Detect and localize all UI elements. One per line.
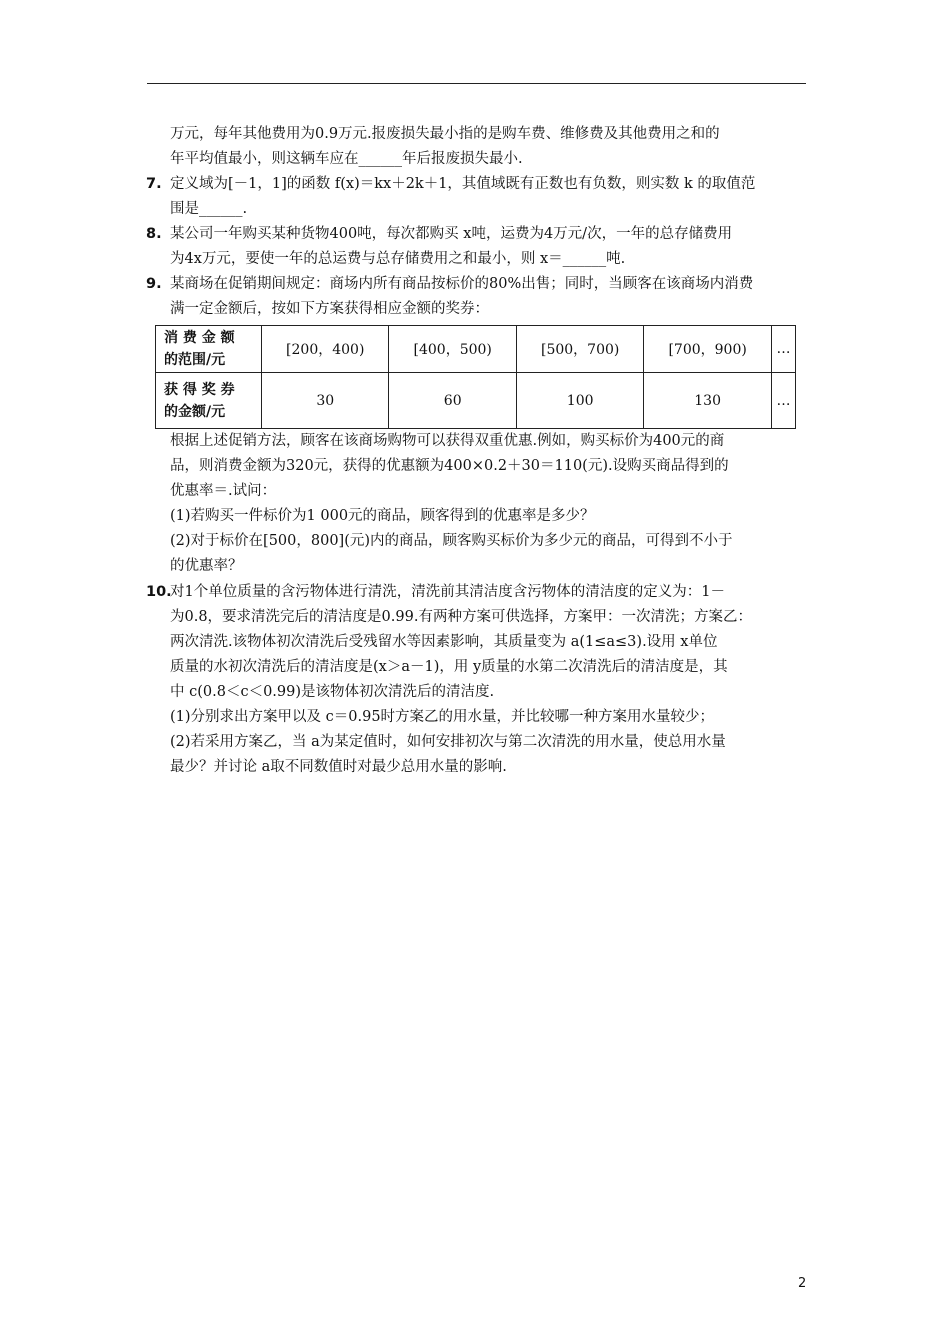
row-header-line: 的金额/元 — [164, 403, 226, 420]
table-cell: 60 — [389, 373, 516, 429]
header-rule — [147, 83, 806, 84]
text-line: 中 c(0.8＜c＜0.99)是该物体初次清洗后的清洁度. — [170, 684, 495, 700]
text-line: 年平均值最小，则这辆车应在______年后报废损失最小. — [170, 151, 523, 167]
text-line: (1)分别求出方案甲以及 c＝0.95时方案乙的用水量，并比较哪一种方案用水量较少； — [170, 709, 715, 725]
question-number-7: 7. — [146, 176, 162, 192]
text-line: 根据上述促销方法，顾客在该商场购物可以获得双重优惠.例如，购买标价为400元的商 — [170, 433, 725, 449]
text-line: 的优惠率？ — [170, 558, 243, 574]
table-cell: … — [771, 373, 795, 429]
question-number-10: 10. — [146, 584, 172, 600]
text-line: 质量的水初次清洗后的清洁度是(x＞a－1)，用 y质量的水第二次清洗后的清洁度是，其 — [170, 659, 728, 675]
text-line: 某商场在促销期间规定：商场内所有商品按标价的80%出售；同时，当顾客在该商场内消费 — [170, 276, 754, 292]
table-cell: 130 — [644, 373, 771, 429]
table-row — [156, 326, 796, 373]
text-line: (1)若购买一件标价为1 000元的商品，顾客得到的优惠率是多少？ — [170, 508, 595, 524]
page-number: 2 — [798, 1276, 807, 1291]
text-line: 为4x万元，要使一年的总运费与总存储费用之和最小，则 x＝______吨. — [170, 251, 626, 267]
text-line: (2)若采用方案乙，当 a为某定值时，如何安排初次与第二次清洗的用水量，使总用水量 — [170, 734, 726, 750]
text-line: 两次清洗.该物体初次清洗后受残留水等因素影响，其质量变为 a(1≤a≤3).设用 x单位 — [170, 634, 718, 650]
table-cell: [400，500) — [389, 326, 516, 373]
text-line: 优惠率＝.试问： — [170, 483, 277, 499]
row-header — [156, 373, 262, 429]
row-header-line: 的范围/元 — [164, 352, 226, 368]
table-cell: [700，900) — [644, 326, 771, 373]
text-line: 为0.8，要求清洗完后的清洁度是0.99.有两种方案可供选择，方案甲：一次清洗；方案乙： — [170, 609, 752, 625]
text-line: (2)对于标价在[500，800](元)内的商品，顾客购买标价为多少元的商品，可得到不小于 — [170, 533, 733, 549]
text-line: 满一定金额后，按如下方案获得相应金额的奖券： — [170, 301, 489, 317]
row-header — [156, 326, 262, 373]
text-line: 围是______. — [170, 201, 248, 217]
table-row — [156, 373, 796, 429]
text-line: 最少？并讨论 a取不同数值时对最少总用水量的影响. — [170, 759, 507, 775]
table-cell: 100 — [516, 373, 643, 429]
table-cell: [200，400) — [262, 326, 389, 373]
text-line: 对1个单位质量的含污物体进行清洗，清洗前其清洁度含污物体的清洁度的定义为：1－ — [170, 584, 725, 600]
table-cell: [500，700) — [516, 326, 643, 373]
row-header-line: 消 费 金 额 — [164, 330, 235, 346]
table-cell: … — [771, 326, 795, 373]
row-header-line: 获 得 奖 券 — [164, 381, 235, 398]
text-line: 万元，每年其他费用为0.9万元.报废损失最小指的是购车费、维修费及其他费用之和的 — [170, 126, 720, 142]
question-number-9: 9. — [146, 276, 162, 292]
voucher-table — [155, 325, 796, 429]
text-line: 品，则消费金额为320元，获得的优惠额为400×0.2＋30＝110(元).设购买商品得到的 — [170, 458, 729, 474]
text-line: 某公司一年购买某种货物400吨，每次都购买 x吨，运费为4万元/次，一年的总存储费用 — [170, 226, 733, 242]
table-cell: 30 — [262, 373, 389, 429]
text-line: 定义域为[－1，1]的函数 f(x)＝kx＋2k＋1，其值域既有正数也有负数，则实数 k 的取值范 — [170, 176, 756, 192]
question-number-8: 8. — [146, 226, 162, 242]
